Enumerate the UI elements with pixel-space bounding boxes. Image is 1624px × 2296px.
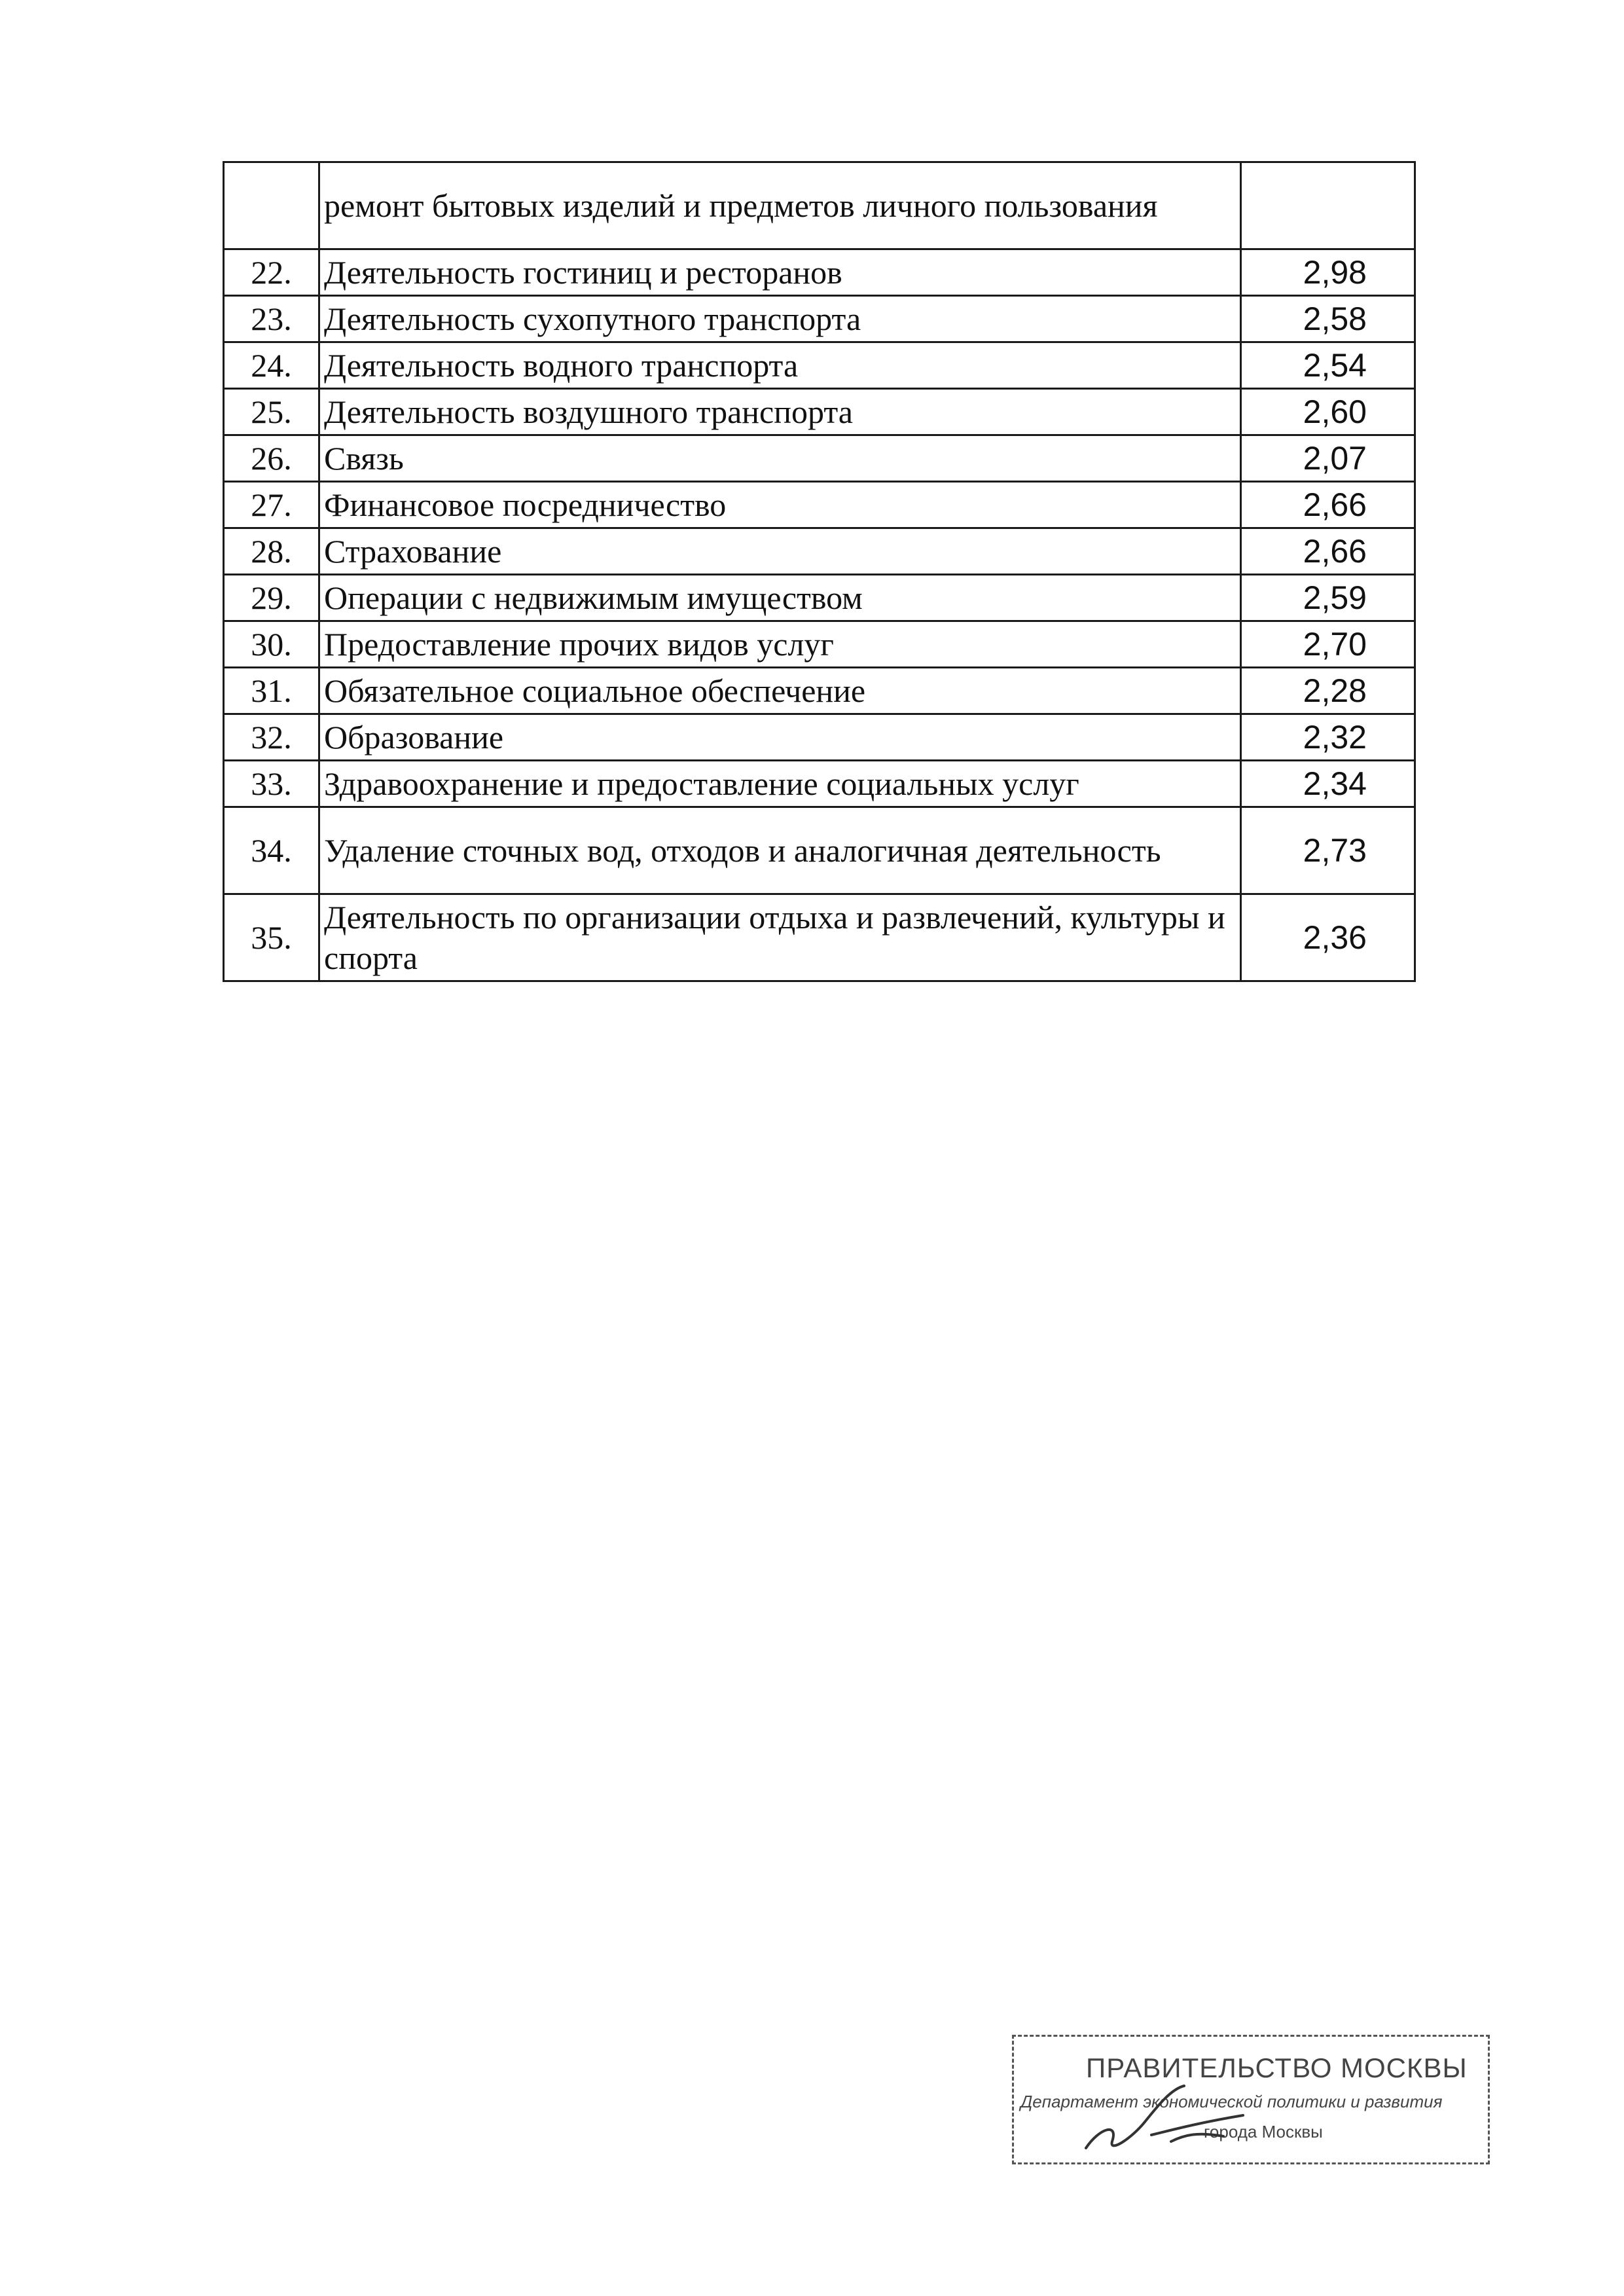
row-value: 2,34 (1241, 761, 1415, 807)
row-name: Деятельность гостиниц и ресторанов (319, 249, 1241, 296)
row-value: 2,98 (1241, 249, 1415, 296)
stamp-title: ПРАВИТЕЛЬСТВО МОСКВЫ (1086, 2052, 1468, 2083)
row-number: 31. (224, 668, 319, 714)
row-name: Обязательное социальное обеспечение (319, 668, 1241, 714)
table-row (224, 894, 1415, 981)
table-row (224, 249, 1415, 296)
row-value: 2,66 (1241, 528, 1415, 575)
stamp-subline: города Москвы (1204, 2122, 1323, 2141)
row-name: Удаление сточных вод, отходов и аналогичная деятельность (319, 807, 1241, 894)
row-value: 2,70 (1241, 621, 1415, 668)
row-name: Финансовое посредничество (319, 482, 1241, 528)
row-number: 34. (224, 807, 319, 894)
row-name: Деятельность сухопутного транспорта (319, 296, 1241, 342)
row-value: 2,58 (1241, 296, 1415, 342)
row-name: Деятельность водного транспорта (319, 342, 1241, 389)
table-row (224, 807, 1415, 894)
row-value: 2,59 (1241, 575, 1415, 621)
row-name: Здравоохранение и предоставление социальных услуг (319, 761, 1241, 807)
row-name: Деятельность по организации отдыха и развлечений, культуры и спорта (319, 894, 1241, 981)
row-number: 27. (224, 482, 319, 528)
row-value: 2,54 (1241, 342, 1415, 389)
row-name-cell: ремонт бытовых изделий и предметов личного пользования (319, 162, 1241, 249)
row-value-cell (1241, 162, 1415, 249)
row-number: 33. (224, 761, 319, 807)
row-number: 25. (224, 389, 319, 435)
row-number: 32. (224, 714, 319, 761)
table-row (224, 389, 1415, 435)
table-row (224, 714, 1415, 761)
row-number: 22. (224, 249, 319, 296)
table-row (224, 668, 1415, 714)
row-number: 26. (224, 435, 319, 482)
row-value: 2,60 (1241, 389, 1415, 435)
row-number-cell (224, 162, 319, 249)
table-row (224, 342, 1415, 389)
row-value: 2,73 (1241, 807, 1415, 894)
row-name: Операции с недвижимым имуществом (319, 575, 1241, 621)
table-row (224, 482, 1415, 528)
official-stamp (1012, 2035, 1490, 2164)
row-name: Предоставление прочих видов услуг (319, 621, 1241, 668)
table-row (224, 435, 1415, 482)
row-number: 28. (224, 528, 319, 575)
table-row (224, 575, 1415, 621)
row-number: 23. (224, 296, 319, 342)
table-row (224, 621, 1415, 668)
row-value: 2,07 (1241, 435, 1415, 482)
table-row (224, 761, 1415, 807)
stamp-department: Департамент экономической политики и развития (1020, 2092, 1443, 2111)
row-value: 2,36 (1241, 894, 1415, 981)
table-row (224, 162, 1415, 249)
row-number: 35. (224, 894, 319, 981)
row-number: 24. (224, 342, 319, 389)
row-name: Связь (319, 435, 1241, 482)
row-name: Страхование (319, 528, 1241, 575)
row-name: Деятельность воздушного транспорта (319, 389, 1241, 435)
row-name: Образование (319, 714, 1241, 761)
signature-icon (1073, 2076, 1269, 2161)
row-number: 29. (224, 575, 319, 621)
row-value: 2,66 (1241, 482, 1415, 528)
row-value: 2,28 (1241, 668, 1415, 714)
table-row (224, 528, 1415, 575)
row-number: 30. (224, 621, 319, 668)
row-value: 2,32 (1241, 714, 1415, 761)
table-row (224, 296, 1415, 342)
data-table (223, 161, 1416, 982)
